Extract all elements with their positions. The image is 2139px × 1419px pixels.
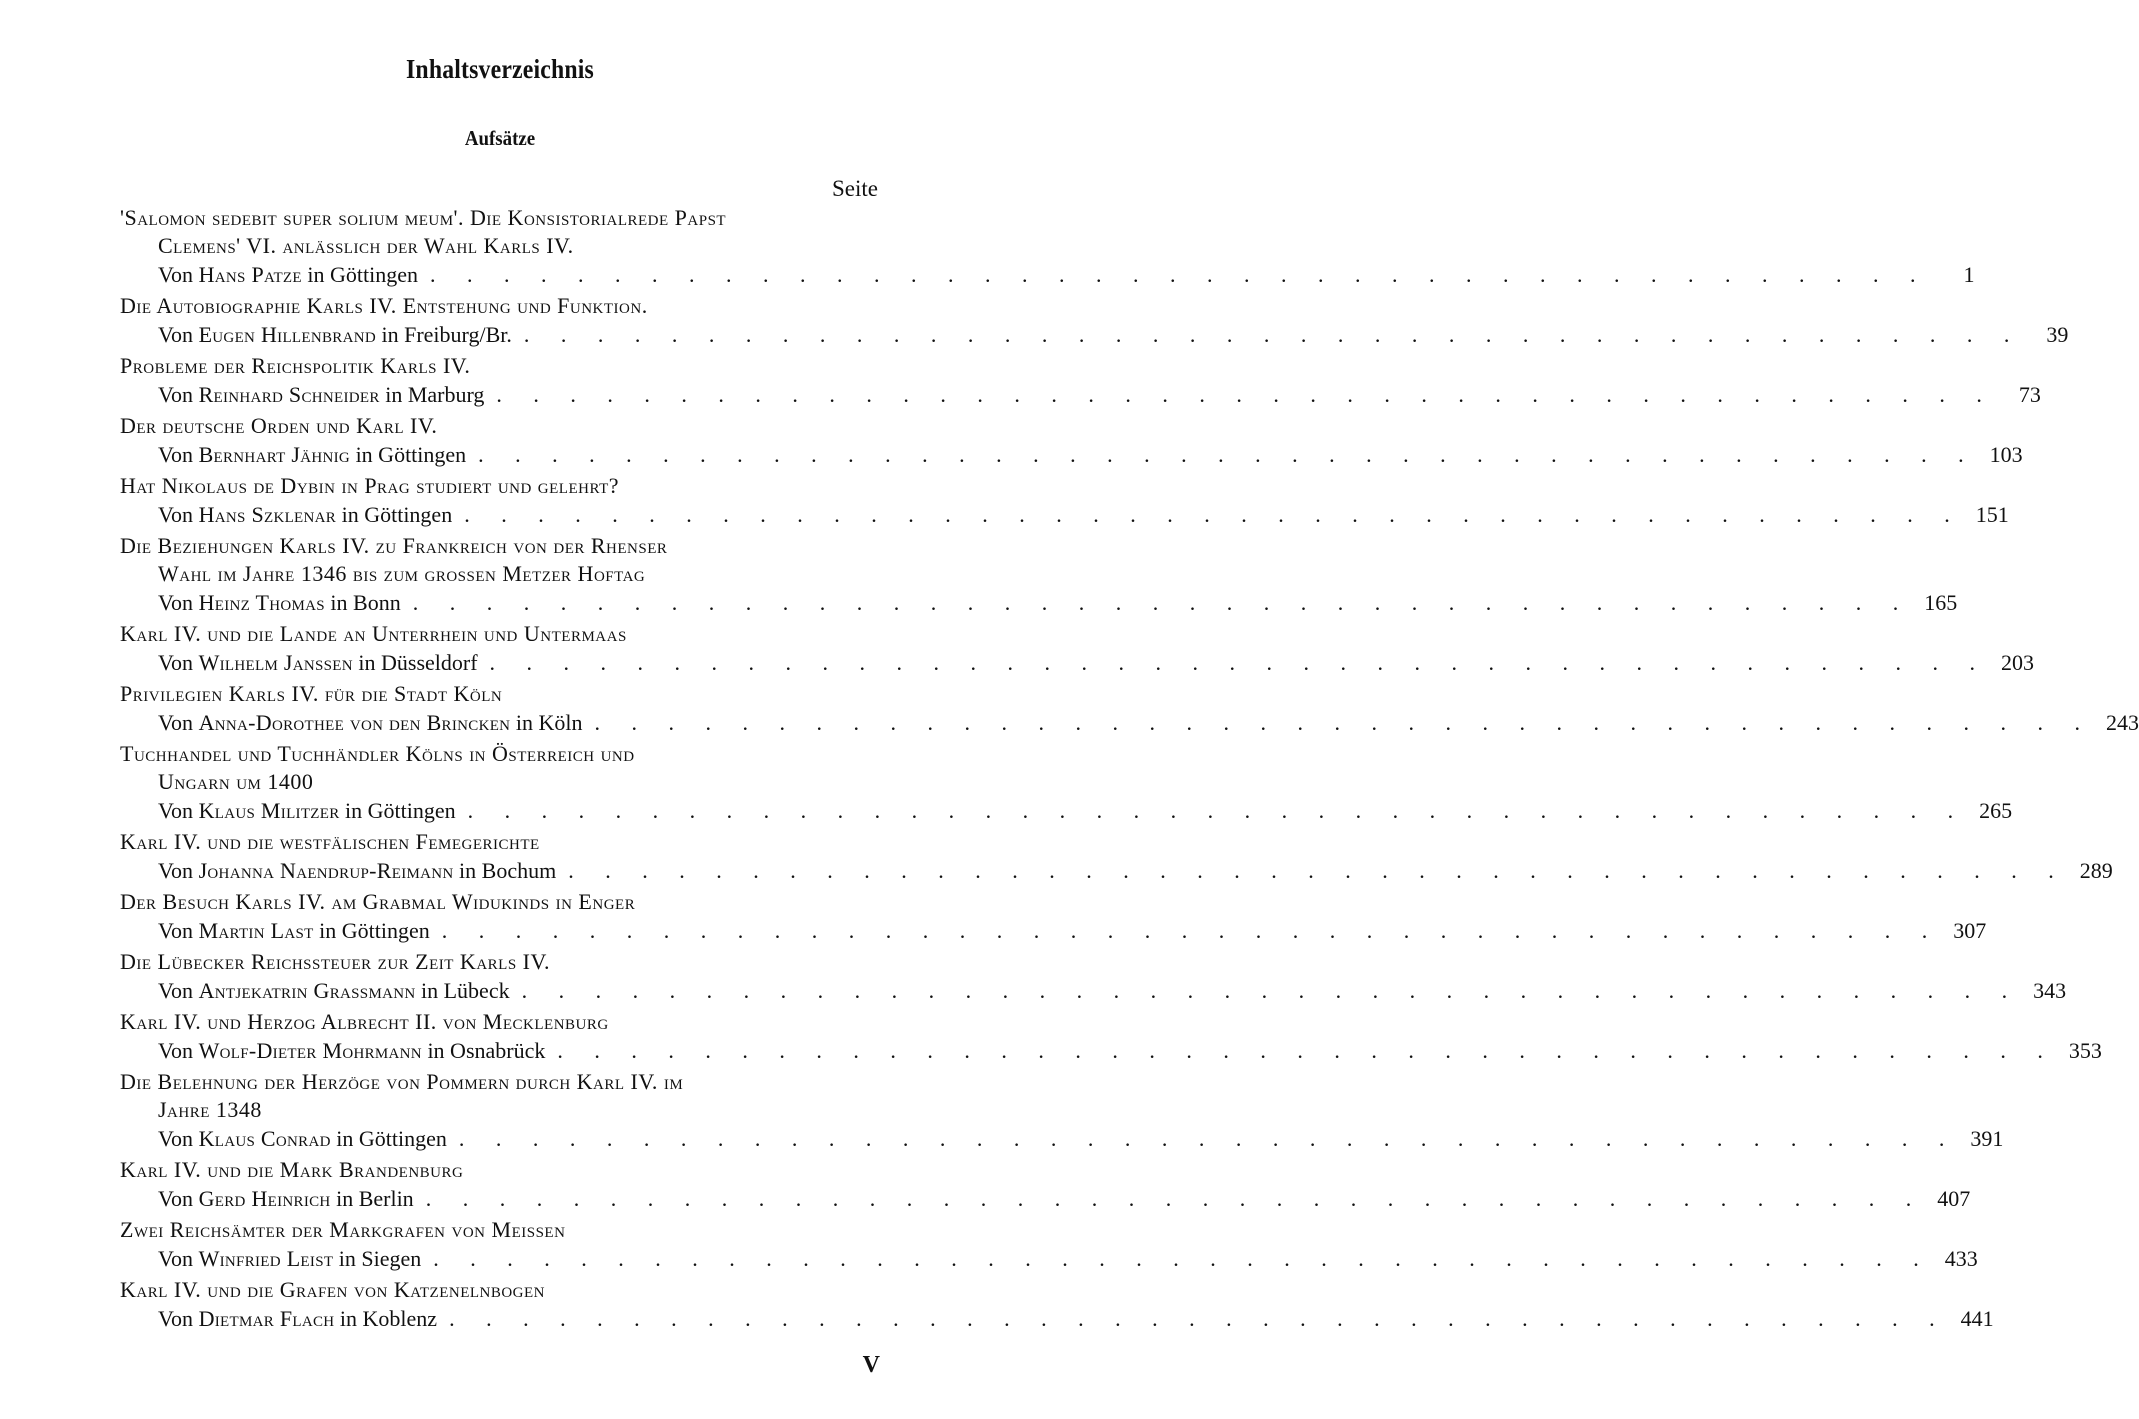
author-prefix: Von bbox=[158, 262, 194, 287]
author-name: Hans Patze bbox=[198, 262, 302, 287]
dot-leader: . . . . . . . . . . . . . . . . . . . . . . . . . . . . . . . . . . . . . . . . . bbox=[449, 1306, 1948, 1331]
author-name: Antjekatrin Grassmann bbox=[198, 978, 416, 1003]
toc-entry bbox=[120, 532, 1958, 617]
entry-author-line bbox=[120, 1304, 1994, 1333]
page-number: 289 bbox=[2079, 858, 2113, 883]
dot-leader: . . . . . . . . . . . . . . . . . . . . . . . . . . . . . . . . . . . . . . . . . bbox=[412, 590, 1912, 615]
dot-leader: . . . . . . . . . . . . . . . . . . . . . . . . . . . . . . . . . . . . . . . . . bbox=[464, 502, 1963, 527]
entry-author-line bbox=[120, 380, 2041, 409]
author-name: Johanna Naendrup-Reimann bbox=[198, 858, 454, 883]
author-place: in Göttingen bbox=[341, 502, 453, 527]
author-prefix: Von bbox=[158, 798, 194, 823]
dot-leader: . . . . . . . . . . . . . . . . . . . . . . . . . . . . . . . . . . . . . . . . . bbox=[568, 858, 2067, 883]
entry-author-line bbox=[120, 796, 2013, 825]
page-number: 165 bbox=[1924, 590, 1958, 615]
entry-author-line bbox=[120, 500, 2009, 529]
author-prefix: Von bbox=[158, 978, 194, 1003]
author-place: in Koblenz bbox=[339, 1306, 438, 1331]
entry-title-line: Privilegien Karls IV. für die Stadt Köln bbox=[120, 681, 503, 706]
dot-leader: . . . . . . . . . . . . . . . . . . . . . . . . . . . . . . . . . . . . . . . . . bbox=[523, 322, 2023, 347]
entry-title-line: Karl IV. und Herzog Albrecht II. von Mecklenburg bbox=[120, 1009, 609, 1034]
author-place: in Düsseldorf bbox=[358, 650, 478, 675]
author-prefix: Von bbox=[158, 1186, 194, 1211]
dot-leader: . . . . . . . . . . . . . . . . . . . . . . . . . . . . . . . . . . . . . . . . . bbox=[594, 710, 2093, 735]
entry-title-line: Karl IV. und die Lande an Unterrhein und Untermaas bbox=[120, 621, 627, 646]
author-place: in Marburg bbox=[385, 382, 485, 407]
author-name: Winfried Leist bbox=[198, 1246, 334, 1271]
entry-author-line bbox=[120, 916, 1987, 945]
page-number: 391 bbox=[1970, 1126, 2004, 1151]
entry-author-line bbox=[120, 976, 2067, 1005]
entry-title-line: Tuchhandel und Tuchhändler Kölns in Österreich und bbox=[120, 741, 635, 766]
entry-title-line: Die Lübecker Reichssteuer zur Zeit Karls IV. bbox=[120, 949, 551, 974]
author-place: in Berlin bbox=[336, 1186, 414, 1211]
entry-title-line: Clemens' VI. anlässlich der Wahl Karls IV. bbox=[158, 233, 574, 258]
toc-entry bbox=[120, 1008, 2102, 1065]
toc-entry bbox=[120, 828, 2113, 885]
page-number: 39 bbox=[2046, 322, 2069, 347]
entry-author-line bbox=[120, 260, 1975, 289]
toc-entry bbox=[120, 680, 2139, 737]
author-prefix: Von bbox=[158, 710, 194, 735]
page-number: 243 bbox=[2105, 710, 2139, 735]
dot-leader: . . . . . . . . . . . . . . . . . . . . . . . . . . . . . . . . . . . . . . . . . bbox=[496, 382, 1995, 407]
entry-author-line bbox=[120, 1036, 2102, 1065]
author-prefix: Von bbox=[158, 918, 194, 943]
dot-leader: . . . . . . . . . . . . . . . . . . . . . . . . . . . . . . . . . . . . . . . . . bbox=[557, 1038, 2056, 1063]
page-folio: V bbox=[862, 1352, 880, 1378]
page-number: 407 bbox=[1937, 1186, 1971, 1211]
dot-leader: . . . . . . . . . . . . . . . . . . . . . . . . . . . . . . . . . . . . . . . . . bbox=[441, 918, 1941, 943]
page-column-label: Seite bbox=[832, 176, 878, 201]
author-name: Bernhart Jähnig bbox=[198, 442, 351, 467]
toc-entry bbox=[120, 292, 2069, 349]
author-place: in Göttingen bbox=[319, 918, 430, 943]
entry-title-line: Probleme der Reichspolitik Karls IV. bbox=[120, 353, 471, 378]
author-place: in Bonn bbox=[330, 590, 401, 615]
toc-entry bbox=[120, 888, 1987, 945]
author-prefix: Von bbox=[158, 502, 194, 527]
author-prefix: Von bbox=[158, 1038, 194, 1063]
entry-title-line: Karl IV. und die Grafen von Katzenelnbogen bbox=[120, 1277, 546, 1302]
dot-leader: . . . . . . . . . . . . . . . . . . . . . . . . . . . . . . . . . . . . . . . . . bbox=[425, 1186, 1925, 1211]
author-name: Hans Szklenar bbox=[198, 502, 337, 527]
page-number: 441 bbox=[1960, 1306, 1994, 1331]
entry-author-line bbox=[120, 1184, 1971, 1213]
page-number: 203 bbox=[2001, 650, 2035, 675]
page-number: 265 bbox=[1979, 798, 2013, 823]
author-prefix: Von bbox=[158, 322, 194, 347]
author-prefix: Von bbox=[158, 858, 194, 883]
page-number: 353 bbox=[2068, 1038, 2102, 1063]
dot-leader: . . . . . . . . . . . . . . . . . . . . . . . . . . . . . . . . . . . . . . . . . bbox=[467, 798, 1967, 823]
entry-title-line: Die Autobiographie Karls IV. Entstehung und Funktion. bbox=[120, 293, 648, 318]
author-name: Heinz Thomas bbox=[198, 590, 325, 615]
entry-title-line: Jahre 1348 bbox=[158, 1097, 262, 1122]
dot-leader: . . . . . . . . . . . . . . . . . . . . . . . . . . . . . . . . . . . . . . . . . bbox=[478, 442, 1977, 467]
table-of-contents bbox=[120, 204, 2139, 1336]
author-prefix: Von bbox=[158, 590, 194, 615]
toc-entry bbox=[120, 1216, 1978, 1273]
toc-entry bbox=[120, 620, 2035, 677]
dot-leader: . . . . . . . . . . . . . . . . . . . . . . . . . . . . . . . . . . . . . . . . . bbox=[433, 1246, 1932, 1271]
toc-entry bbox=[120, 204, 1975, 289]
entry-title-line: 'Salomon sedebit super solium meum'. Die Konsistorialrede Papst bbox=[120, 205, 727, 230]
entry-title-line: Die Beziehungen Karls IV. zu Frankreich von der Rhenser bbox=[120, 533, 668, 558]
toc-entry bbox=[120, 1068, 2004, 1153]
dot-leader: . . . . . . . . . . . . . . . . . . . . . . . . . . . . . . . . . . . . . . . . . bbox=[521, 978, 2021, 1003]
author-place: in Siegen bbox=[338, 1246, 422, 1271]
section-title: Aufsätze bbox=[464, 126, 536, 150]
author-name: Reinhard Schneider bbox=[198, 382, 380, 407]
dot-leader: . . . . . . . . . . . . . . . . . . . . . . . . . . . . . . . . . . . . . . . . . bbox=[429, 262, 1929, 287]
entry-author-line bbox=[120, 320, 2069, 349]
entry-title-line: Wahl im Jahre 1346 bis zum grossen Metzer Hoftag bbox=[158, 561, 646, 586]
author-prefix: Von bbox=[158, 382, 194, 407]
page-title: Inhaltsverzeichnis bbox=[406, 54, 594, 84]
author-prefix: Von bbox=[158, 650, 194, 675]
dot-leader: . . . . . . . . . . . . . . . . . . . . . . . . . . . . . . . . . . . . . . . . . bbox=[458, 1126, 1958, 1151]
entry-title-line: Karl IV. und die westfälischen Femegerichte bbox=[120, 829, 540, 854]
entry-author-line bbox=[120, 648, 2035, 677]
page-number: 103 bbox=[1989, 442, 2023, 467]
page-number: 73 bbox=[2018, 382, 2041, 407]
author-name: Wilhelm Janssen bbox=[198, 650, 353, 675]
entry-title-line: Zwei Reichsämter der Markgrafen von Meissen bbox=[120, 1217, 566, 1242]
author-place: in Bochum bbox=[459, 858, 557, 883]
toc-entry bbox=[120, 412, 2023, 469]
toc-entry bbox=[120, 472, 2009, 529]
author-place: in Osnabrück bbox=[427, 1038, 546, 1063]
toc-entry bbox=[120, 948, 2067, 1005]
author-place: in Freiburg/Br. bbox=[381, 322, 512, 347]
entry-author-line bbox=[120, 1124, 2004, 1153]
author-name: Anna-Dorothee von den Brincken bbox=[198, 710, 511, 735]
author-place: in Göttingen bbox=[355, 442, 467, 467]
entry-author-line bbox=[120, 1244, 1978, 1273]
dot-leader: . . . . . . . . . . . . . . . . . . . . . . . . . . . . . . . . . . . . . . . . . bbox=[489, 650, 1989, 675]
toc-entry bbox=[120, 740, 2013, 825]
author-place: in Göttingen bbox=[336, 1126, 447, 1151]
author-prefix: Von bbox=[158, 1306, 194, 1331]
author-name: Klaus Conrad bbox=[198, 1126, 331, 1151]
toc-entry bbox=[120, 352, 2041, 409]
author-place: in Göttingen bbox=[307, 262, 418, 287]
entry-title-line: Der deutsche Orden und Karl IV. bbox=[120, 413, 438, 438]
author-name: Gerd Heinrich bbox=[198, 1186, 331, 1211]
toc-entry bbox=[120, 1156, 1971, 1213]
page-number: 151 bbox=[1975, 502, 2009, 527]
entry-author-line bbox=[120, 856, 2113, 885]
page-number: 433 bbox=[1944, 1246, 1978, 1271]
entry-title-line: Die Belehnung der Herzöge von Pommern durch Karl IV. im bbox=[120, 1069, 684, 1094]
entry-title-line: Der Besuch Karls IV. am Grabmal Widukinds in Enger bbox=[120, 889, 636, 914]
page-number: 307 bbox=[1953, 918, 1987, 943]
entry-author-line bbox=[120, 708, 2139, 737]
author-name: Eugen Hillenbrand bbox=[198, 322, 376, 347]
entry-author-line bbox=[120, 588, 1958, 617]
author-place: in Lübeck bbox=[421, 978, 510, 1003]
author-place: in Göttingen bbox=[345, 798, 456, 823]
author-name: Klaus Militzer bbox=[198, 798, 340, 823]
author-prefix: Von bbox=[158, 1246, 194, 1271]
author-place: in Köln bbox=[515, 710, 583, 735]
toc-entry bbox=[120, 1276, 1994, 1333]
author-name: Martin Last bbox=[198, 918, 314, 943]
author-prefix: Von bbox=[158, 442, 194, 467]
entry-title-line: Ungarn um 1400 bbox=[158, 769, 314, 794]
entry-title-line: Karl IV. und die Mark Brandenburg bbox=[120, 1157, 464, 1182]
entry-author-line bbox=[120, 440, 2023, 469]
author-name: Dietmar Flach bbox=[198, 1306, 335, 1331]
page-number: 1 bbox=[1963, 262, 1975, 287]
author-prefix: Von bbox=[158, 1126, 194, 1151]
entry-title-line: Hat Nikolaus de Dybin in Prag studiert und gelehrt? bbox=[120, 473, 619, 498]
author-name: Wolf-Dieter Mohrmann bbox=[198, 1038, 422, 1063]
page-number: 343 bbox=[2033, 978, 2067, 1003]
